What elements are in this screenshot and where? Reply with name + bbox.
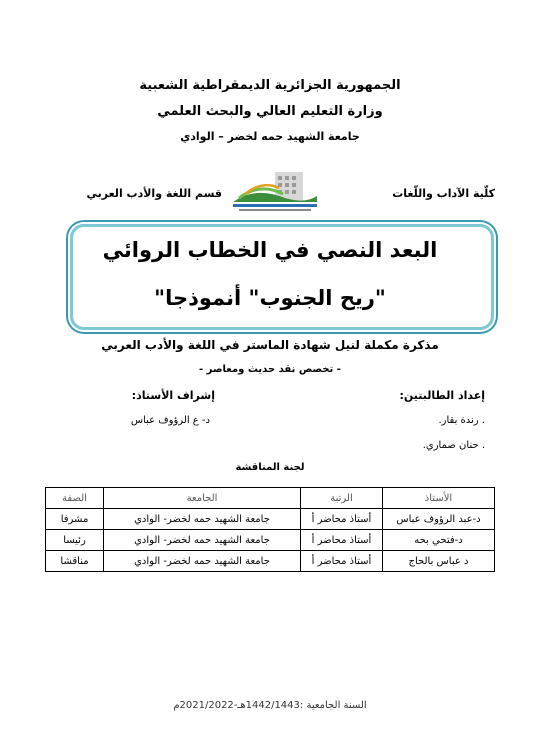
column-header: الصفة [46, 488, 104, 509]
thesis-title-line1: البعد النصي في الخطاب الروائي [102, 238, 438, 262]
table-row [46, 509, 495, 530]
faculty-label: كلّية الآداب واللّغات [392, 187, 495, 200]
university-logo [225, 168, 320, 216]
table-row [46, 530, 495, 551]
member-name: د-فتحي بحه [383, 530, 495, 551]
thesis-title-line2: "ريح الجنوب" أنموذجا" [154, 286, 386, 310]
ministry-heading: وزارة التعليم العالي والبحث العلمي [157, 104, 383, 119]
supervisor-name: د- ع الرؤوف عباس [130, 415, 210, 426]
member-role: مناقشا [46, 551, 104, 572]
students-label: إعداد الطالبتين: [399, 389, 485, 402]
university-heading: جامعة الشهيد حمه لخضر – الوادي [180, 130, 360, 143]
column-header: الأستاذ [383, 488, 495, 509]
committee-title: لجنة المناقشة [235, 462, 305, 473]
column-header: الجامعة [104, 488, 301, 509]
department-label: قسم اللغة والأدب العربي [86, 187, 222, 200]
table-row [46, 551, 495, 572]
member-rank: أستاذ محاضر أ [301, 551, 383, 572]
member-name: د عباس بالحاج [383, 551, 495, 572]
committee-table [45, 487, 495, 572]
supervisor-label: إشراف الأستاذ: [131, 389, 215, 402]
member-university: جامعة الشهيد حمه لخضر- الوادي [104, 530, 301, 551]
member-role: رئيسا [46, 530, 104, 551]
member-university: جامعة الشهيد حمه لخضر- الوادي [104, 551, 301, 572]
memo-statement: مذكرة مكملة لنيل شهادة الماستر في اللغة والأدب العربي [101, 338, 439, 352]
student-name-1: . رندة بقار. [438, 415, 485, 426]
republic-heading: الجمهورية الجزائرية الديمقراطية الشعبية [139, 78, 401, 93]
member-rank: أستاذ محاضر أ [301, 509, 383, 530]
column-header: الرتبة [301, 488, 383, 509]
academic-year: السنة الجامعية :1442/1443هـ-2021/2022م [173, 700, 367, 711]
member-rank: أستاذ محاضر أ [301, 530, 383, 551]
specialty-line: - تخصص نقد حديث ومعاصر - [199, 364, 341, 375]
member-name: د-عبد الرؤوف عباس [383, 509, 495, 530]
table-header-row [46, 488, 495, 509]
student-name-2: . حنان صماري. [422, 440, 485, 451]
member-university: جامعة الشهيد حمه لخضر- الوادي [104, 509, 301, 530]
member-role: مشرفا [46, 509, 104, 530]
